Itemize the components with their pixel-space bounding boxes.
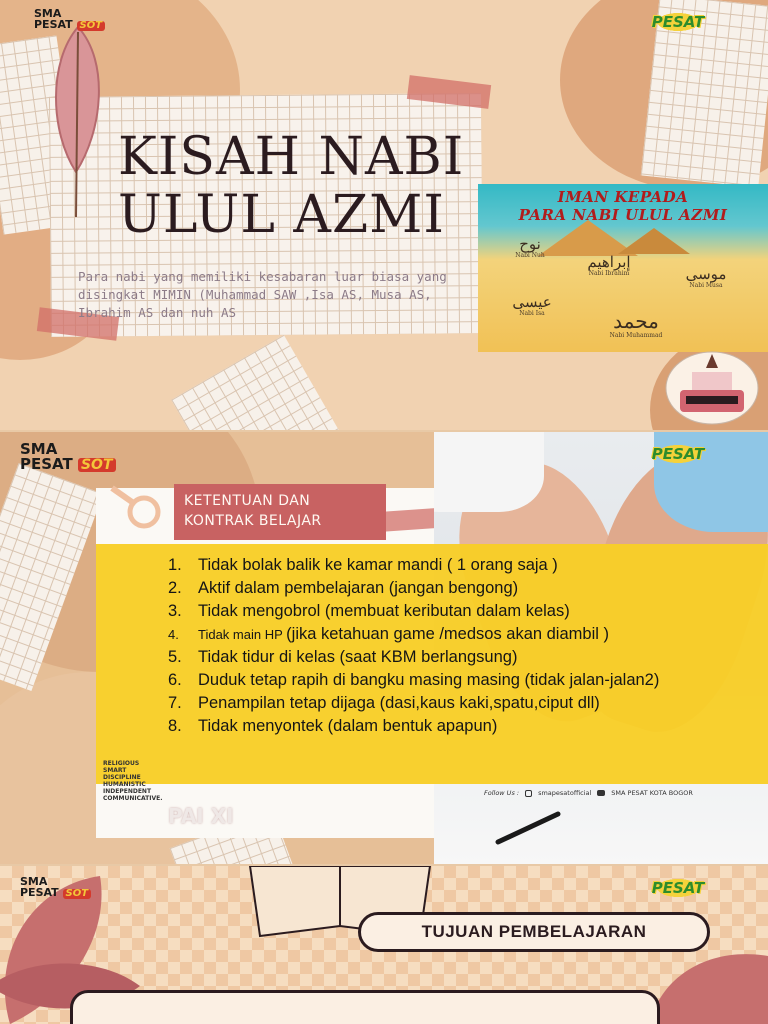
rule-item — [168, 577, 768, 600]
follow-bar — [482, 785, 768, 801]
rule-number: 5. — [168, 648, 182, 666]
nabi-isa — [502, 294, 562, 318]
school-logo — [34, 8, 105, 31]
rule-item — [168, 600, 768, 623]
nabi-label: Nabi Musa — [689, 282, 723, 289]
rules-panel — [96, 544, 768, 784]
arabic-name: موسى — [685, 265, 727, 283]
rule-item — [168, 669, 768, 692]
social-handle[interactable]: smapesatofficial — [538, 789, 592, 797]
rule-text: Aktif dalam pembelajaran (jangan bengong) — [198, 579, 519, 597]
rule-text: Tidak mengobrol (membuat keributan dalam kelas) — [198, 602, 570, 620]
rule-item — [168, 554, 768, 577]
logo-sma-text: SMA — [34, 7, 62, 20]
photo-shirt — [434, 432, 544, 512]
typewriter-sticker-icon — [662, 346, 762, 426]
pyramid-icon — [618, 228, 690, 254]
rule-item — [168, 715, 768, 738]
nabi-nuh — [500, 236, 560, 260]
pesat-logo — [646, 8, 710, 36]
subtitle: Para nabi yang memiliki kesabaran luar biasa yang disingkat MIMIN (Muhammad SAW ,Isa AS, Musa AS, Ibrahim AS dan nuh AS — [78, 269, 447, 320]
tape-decor — [379, 508, 436, 532]
value-item: HUMANISTIC — [103, 781, 146, 788]
nabi-label: Nabi Ibrahim — [588, 270, 630, 277]
logo-pesat-text: PESAT — [20, 455, 73, 473]
instagram-icon — [525, 790, 532, 797]
pen-icon — [494, 808, 564, 848]
grid-paper-decor — [171, 335, 339, 430]
rule-number: 2. — [168, 579, 182, 597]
logo-sma-text: SMA — [20, 440, 58, 458]
section-heading — [174, 484, 386, 540]
school-logo — [20, 442, 116, 472]
slide-2-rules[interactable] — [0, 432, 768, 864]
logo-sma-text: SMA — [20, 875, 48, 888]
thumbnail-title-line-1: IMAN KEPADA — [557, 188, 689, 206]
youtube-icon — [597, 790, 605, 796]
rule-number: 6. — [168, 671, 182, 689]
value-item: DISCIPLINE — [103, 774, 141, 781]
rules-list — [96, 544, 768, 738]
arabic-name: محمد — [613, 309, 659, 333]
rule-number: 8. — [168, 717, 182, 735]
feather-icon — [38, 22, 118, 222]
rule-number: 3. — [168, 602, 182, 620]
rule-text: Tidak bolak balik ke kamar mandi ( 1 orang saja ) — [198, 556, 558, 574]
pesat-logo-text: PESAT — [651, 445, 705, 463]
value-item: INDEPENDENT — [103, 788, 152, 795]
page-title — [118, 128, 464, 244]
pesat-logo-text: PESAT — [651, 13, 705, 31]
value-item: SMART — [103, 767, 127, 774]
thumbnail-image[interactable] — [478, 184, 768, 352]
slide-3-objectives[interactable] — [0, 866, 768, 1024]
nabi-label: Nabi Isa — [519, 310, 545, 317]
pesat-logo — [646, 440, 710, 468]
rule-number: 4. — [168, 627, 179, 642]
rule-number: 7. — [168, 694, 182, 712]
rule-text: Duduk tetap rapih di bangku masing masing (tidak jalan-jalan2) — [198, 671, 660, 689]
arabic-name: نوح — [519, 235, 541, 253]
nabi-label: Nabi Muhammad — [609, 332, 663, 339]
thumbnail-title — [478, 188, 768, 224]
logo-pesat-text: PESAT — [20, 886, 59, 899]
rule-text-small: Tidak main HP — [198, 627, 287, 642]
arabic-name: عيسى — [512, 293, 552, 311]
rule-text: Tidak menyontek (dalam bentuk apapun) — [198, 717, 498, 735]
logo-sot-badge: SOT — [63, 889, 92, 899]
nabi-label: Nabi Nuh — [515, 252, 545, 259]
rule-text-main: (jika ketahuan game /medsos akan diambil ) — [286, 625, 609, 643]
logo-sot-badge: SOT — [78, 458, 116, 472]
heading-line-2: KONTRAK BELAJAR — [184, 513, 322, 529]
rule-text: Tidak tidur di kelas (saat KBM berlangsung) — [198, 648, 518, 666]
title-line-1: KISAH NABI — [118, 127, 465, 187]
content-card — [70, 990, 660, 1024]
rule-item — [168, 646, 768, 669]
slide-1-title[interactable] — [0, 0, 768, 430]
school-name[interactable]: SMA PESAT KOTA BOGOR — [611, 789, 693, 797]
rule-number: 1. — [168, 556, 182, 574]
school-logo — [20, 876, 91, 899]
pesat-logo — [646, 874, 710, 902]
school-values — [103, 760, 163, 802]
class-label: PAI XI — [168, 804, 234, 828]
nabi-musa — [674, 266, 738, 290]
value-item: COMMUNICATIVE. — [103, 795, 163, 802]
magnifier-icon — [104, 482, 168, 532]
rule-item — [168, 692, 768, 715]
pesat-logo-text: PESAT — [651, 879, 705, 897]
rule-item — [168, 623, 768, 646]
logo-pesat-text: PESAT — [34, 18, 73, 31]
heading-line-1: KETENTUAN DAN — [184, 493, 311, 509]
nabi-muhammad — [596, 310, 676, 340]
thumbnail-title-line-2: PARA NABI ULUL AZMI — [518, 206, 728, 224]
section-title-pill: TUJUAN PEMBELAJARAN — [358, 912, 710, 952]
arabic-name: إبراهيم — [587, 253, 631, 271]
value-item: RELIGIOUS — [103, 760, 140, 767]
logo-sot-badge: SOT — [77, 21, 106, 31]
rule-text: Penampilan tetap dijaga (dasi,kaus kaki,spatu,ciput dll) — [198, 694, 600, 712]
title-line-2: ULUL AZMI — [118, 185, 445, 245]
follow-label: Follow Us : — [484, 789, 520, 797]
rule-text — [198, 623, 718, 646]
nabi-ibrahim — [574, 254, 644, 278]
